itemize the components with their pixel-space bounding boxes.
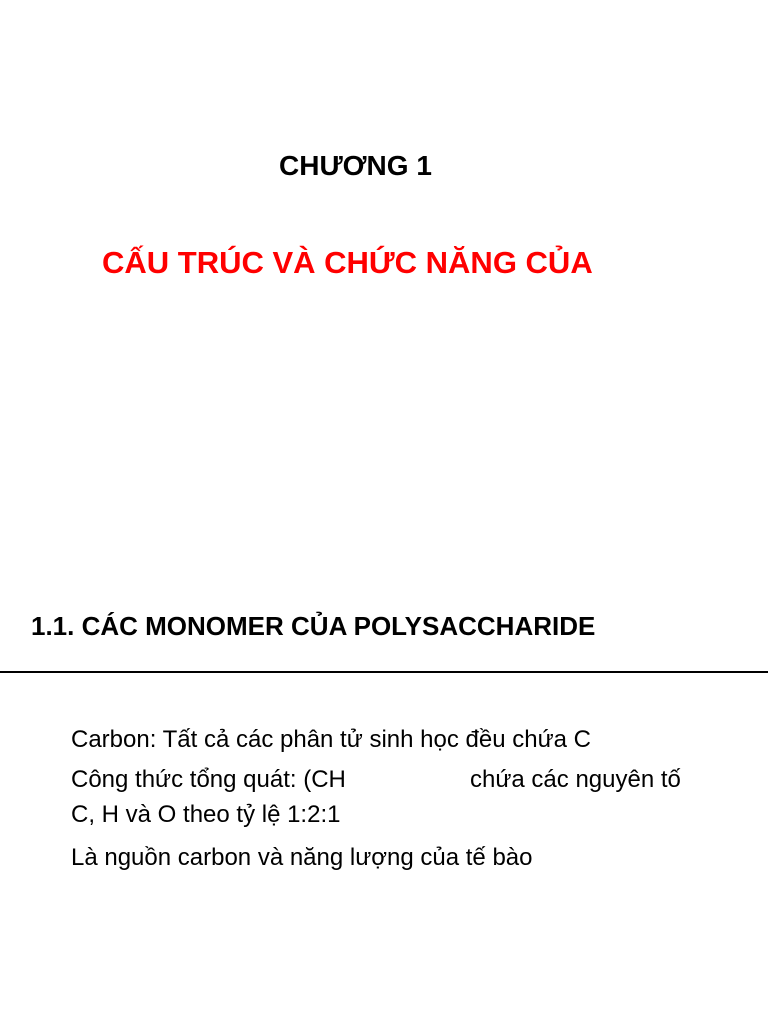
chapter-title: CẤU TRÚC VÀ CHỨC NĂNG CỦA <box>102 245 593 280</box>
body-line-ratio: C, H và O theo tỷ lệ 1:2:1 <box>71 801 341 828</box>
section-divider <box>0 671 768 673</box>
section-heading: 1.1. CÁC MONOMER CỦA POLYSACCHARIDE <box>31 611 596 641</box>
body-line-carbon: Carbon: Tất cả các phân tử sinh học đều chứa C <box>71 726 591 753</box>
body-line-source: Là nguồn carbon và năng lượng của tế bào <box>71 844 533 871</box>
body-line-formula-end: chứa các nguyên tố <box>470 766 681 793</box>
body-line-formula-start: Công thức tổng quát: (CH <box>71 766 346 793</box>
chapter-number: CHƯƠNG 1 <box>279 150 432 181</box>
